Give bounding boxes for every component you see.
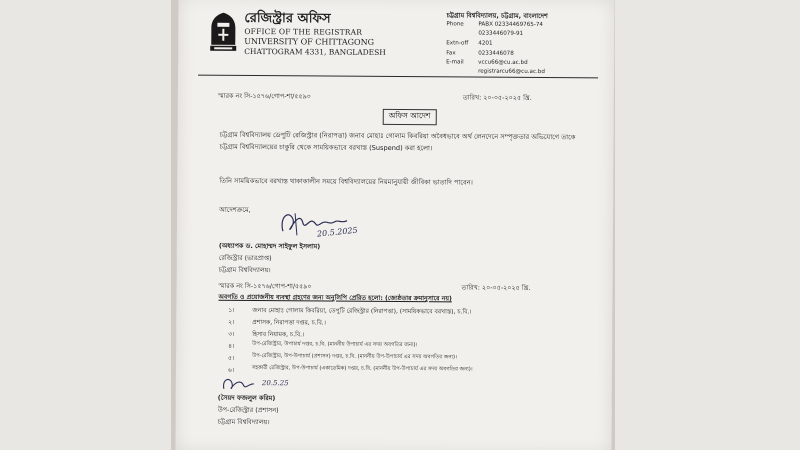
list-item: উপ-রেজিস্ট্রার, উপাচার্য দপ্তর, চ.বি. (মাননীয় উপাচার্য এর সদয় অবগতির জন্য)।: [252, 341, 418, 349]
contact-value: 0233446079-91: [478, 30, 524, 37]
contact-value: registrarcu66@cu.ac.bd: [478, 68, 545, 76]
signatory-1-office: চট্টগ্রাম বিশ্ববিদ্যালয়।: [218, 265, 271, 275]
university-address: CHATTOGRAM 4331, BANGLADESH: [244, 46, 386, 57]
contact-label: Extn-off: [446, 40, 469, 47]
copy-memo-date: তারিখ: ২০-০৫-২০২৫ খ্রি.: [461, 283, 531, 292]
contact-value: 0233446078: [478, 50, 514, 57]
contact-value: 4201: [478, 40, 493, 47]
header-divider: [198, 75, 598, 79]
list-item: জনাব মোহাঃ গোলাম কিবরিয়া, ডেপুটি রেজিস্ট্রার (নিরাপত্তা), (সাময়িকভাবে বরখাস্ত), চ.বি.।: [252, 307, 472, 316]
handwritten-signature-1: [275, 207, 385, 246]
signatory-1-designation: রেজিস্ট্রার (ভারপ্রাপ্ত): [218, 253, 272, 263]
list-item-number: ৪।: [228, 342, 235, 350]
memo-reference: স্মারক নং সি-১৫৭৬/গোপ-শা/৫৫৯০: [217, 91, 311, 101]
signature-2-date: 20.5.25: [261, 379, 289, 388]
copy-heading: অবগতি ও প্রয়োজনীয় ব্যবস্থা গ্রহণের জন্য অনুলিপি প্রেরিত হলো: (জ্যেষ্ঠতার ক্রমানুসারে নয়): [218, 293, 452, 303]
title-english: OFFICE OF THE REGISTRAR: [244, 26, 363, 37]
list-item: উপ-রেজিস্ট্রার, উপ-উপাচার্য (প্রশাসন) দপ্তর, চ.বি. (মাননীয় উপ-উপাচার্য এর সদয় অবগতির জন্য)।: [252, 353, 457, 361]
university-name: UNIVERSITY OF CHITTAGONG: [244, 36, 375, 47]
signatory-1-name: (অধ্যাপক ড. মোহাম্মদ সাইফুল ইসলাম): [218, 241, 321, 251]
contact-label: Fax: [446, 50, 456, 57]
title-bengali: রেজিস্ট্রার অফিস: [244, 10, 331, 27]
copy-memo-reference: স্মারক নং সি-১৫৭৬/গোপ-শা/৫৫৯০: [218, 281, 312, 291]
list-item-number: ৫।: [228, 354, 235, 362]
list-item-number: ৬।: [227, 366, 235, 374]
memo-date: তারিখ: ২০-০৫-২০২৫ খ্রি.: [462, 93, 532, 102]
signature-1-date: 20.5.2025: [316, 225, 359, 239]
order-title: অফিস আদেশ: [383, 109, 437, 125]
contact-value: PABX 02334469765-74: [478, 21, 543, 29]
document-page: [175, 0, 614, 450]
body-paragraph-2: তিনি সাময়িকভাবে বরখাস্ত থাকাকালীন সময়ে বিশ্ববিদ্যালয়ের নিয়মানুযায়ী জীবিকা ভাতাদি পাবেন।: [219, 176, 473, 187]
list-item-number: ২।: [228, 318, 235, 326]
right-header-title: চট্টগ্রাম বিশ্ববিদ্যালয়, চট্টগ্রাম, বাংলাদেশ: [446, 11, 548, 21]
signatory-2-name: (সৈয়দ ফজলুল করিম): [217, 393, 276, 403]
list-item-number: ১।: [228, 306, 235, 314]
signatory-2-office: চট্টগ্রাম বিশ্ববিদ্যালয়।: [217, 417, 270, 427]
by-order-text: আদেশক্রমে,: [219, 205, 251, 214]
list-item: সহকারী রেজিস্ট্রার, উপ-উপাচার্য (একাডেমিক) দপ্তর, চ.বি. (মাননীয় উপ-উপাচার্য এর সদয় অবগতির জন্য)।: [251, 365, 473, 373]
list-item: হিসাব নিয়ামক, চ.বি.।: [252, 331, 305, 339]
contact-label: E-mail: [446, 59, 464, 66]
university-seal-icon: [208, 11, 238, 57]
list-item: প্রশাসক, নিরাপত্তা দপ্তর, চ.বি.।: [252, 319, 326, 327]
list-item-number: ৩।: [228, 330, 235, 338]
contact-label: Phone: [446, 21, 464, 28]
signatory-2-designation: উপ-রেজিস্ট্রার (প্রশাসন): [217, 405, 279, 415]
contact-value: vccu66@cu.ac.bd: [478, 59, 528, 66]
body-paragraph-1: চট্টগ্রাম বিশ্ববিদ্যালয় ডেপুটি রেজিস্ট্রার (নিরাপত্তা) জনাব মোহাঃ গোলাম কিবরিয়া অবৈধভাবে অর্থ লেনদেনে সম্পৃক্ততার অভিযোগে তাকে চট্টগ্রাম বিশ্ববিদ্যালয়ের চাকুরি থেকে সাময়িকভাবে বরখাস্ত (Suspend) করা হলো।: [219, 130, 576, 153]
